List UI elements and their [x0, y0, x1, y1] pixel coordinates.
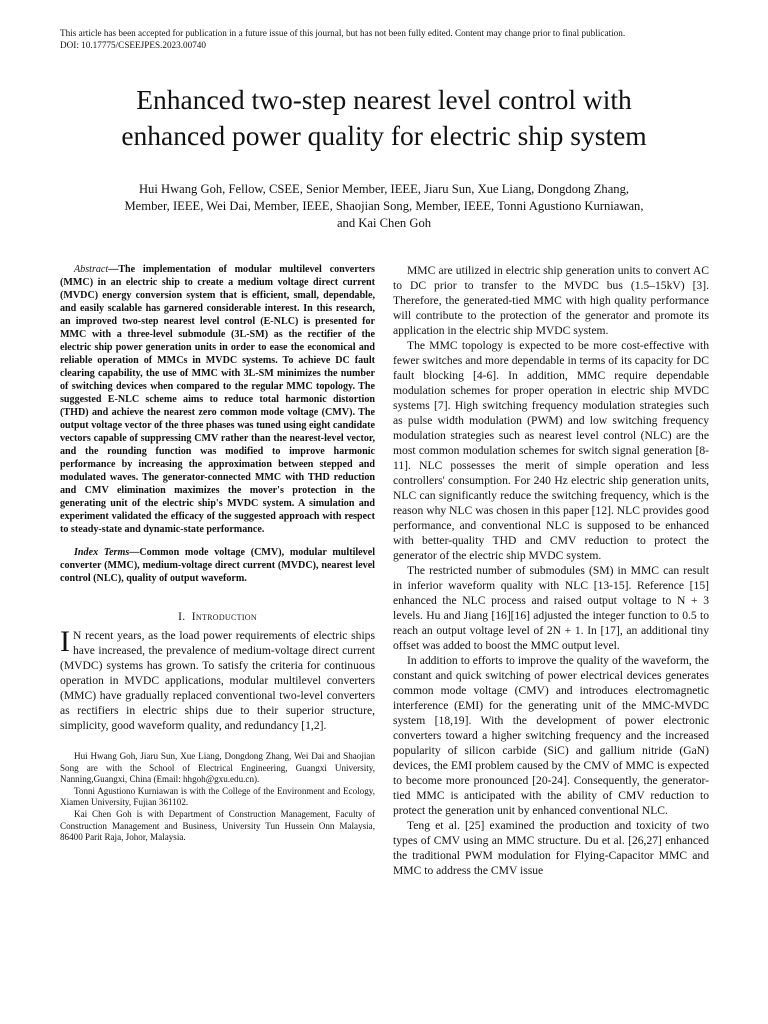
- body-paragraph: In addition to efforts to improve the quality of the waveform, the constant and quick switching of power electrical devices generates common mode voltage (CMV) and introduces electromagnetic interference (EMI) for the generating unit of the MMC-MVDC system [18,19]. With the development of power electronic converters toward a higher switching frequency and the increased popularity of silicon carbide (SiC) and gallium nitride (GaN) devices, the EMI problem caused by the CMV of MMC is expected to become more pronounced [20-24]. Consequently, the generator-tied MMC is anticipated with the ability of CMV reduction to protect the generation unit by enhanced conventional NLC.: [393, 654, 709, 817]
- footnote: Hui Hwang Goh, Jiaru Sun, Xue Liang, Dongdong Zhang, Wei Dai and Shaojian Song are with the School of Electrical Engineering, Guangxi University, Nanning,Guangxi, China (Email: hhgoh@gxu.edu.cn).: [60, 751, 375, 785]
- doi: DOI: 10.17775/CSEEJPES.2023.00740: [60, 40, 206, 50]
- title-line-1: Enhanced two-step nearest level control with: [136, 84, 632, 115]
- intro-paragraph-text: N recent years, as the load power requirements of electric ships have increased, the prevalence of medium-voltage direct current (MVDC) systems has grown. To satisfy the criteria for continuous operation in MVDC applications, modular multilevel converters (MMC) have gradually replaced conventional two-level converters as rectifiers in electric ships due to their superior structure, simplicity, good waveform quality, and redundancy [1,2].: [60, 629, 375, 732]
- body-paragraph: The MMC topology is expected to be more cost-effective with fewer switches and more dependable in terms of its capacity for DC fault blocking [4-6]. In addition, MMC require dependable modulation schemes for proper operation in electric ship MVDC systems [7]. High switching frequency modulation strategies such as pulse width modulation (PWM) and low switching frequency modulation strategies such as nearest level control (NLC) are the most common modulation schemes for switch signal generation [8-11]. NLC possesses the merit of simple operation and less controllers' consumption. For 240 Hz electric ship generation units, NLC can significantly reduce the switching frequency, which is the reason why NLC was chosen in this paper [12]. NLC provides good performance, and conventional NLC is supposed to be enhanced with better-quality THD and CMV reduction to protect the generator of the electric ship MVDC system.: [393, 339, 709, 562]
- body-paragraph: MMC are utilized in electric ship generation units to convert AC to DC prior to transfer to the MVDC bus (1.5–15kV) [3]. Therefore, the generated-tied MMC with high quality performance will contribute to the protection of the generator and promote its application in the electric ship MVDC system.: [393, 264, 709, 337]
- author-footnotes: [60, 751, 375, 844]
- author-list: [60, 181, 708, 232]
- body-paragraph: Teng et al. [25] examined the production and toxicity of two types of CMV using an MMC structure. Du et al. [26,27] enhanced the traditional PWM modulation for Flying-Capacitor MMC and MMC to address the CMV issue: [393, 819, 709, 877]
- paper-title: [40, 82, 728, 154]
- section-heading-introduction: [60, 611, 375, 623]
- footnote: Tonni Agustiono Kurniawan is with the College of the Environment and Ecology, Xiamen University, Fujian 361102.: [60, 785, 375, 808]
- acceptance-notice: This article has been accepted for publication in a future issue of this journal, but has not been fully edited. Content may change prior to final publication.: [60, 28, 626, 38]
- abstract: [60, 263, 375, 536]
- abstract-label: Abstract: [74, 264, 109, 275]
- authors-line-3: and Kai Chen Goh: [336, 216, 432, 230]
- drop-cap: I: [60, 625, 70, 658]
- body-paragraph: The restricted number of submodules (SM) in MMC can result in inferior waveform quality with NLC [13-15]. Reference [15] enhanced the NLC process and raised output voltage to N + 3 levels. Hu and Jiang [16][16] adjusted the integer function to 0.5 to reach an output voltage level of 2N + 1. In [17], an additional tiny offset was added to boost the MMC output level.: [393, 564, 709, 652]
- section-numeral: I.: [178, 611, 186, 623]
- index-terms-label: Index Terms: [74, 547, 130, 558]
- footnote: Kai Chen Goh is with Department of Construction Management, Faculty of Construction Management and Business, University Tun Hussein Onn Malaysia, 86400 Parit Raja, Johor, Malaysia.: [60, 808, 375, 843]
- title-line-2: enhanced power quality for electric ship system: [121, 120, 647, 151]
- index-terms-text: —Common mode voltage (CMV), modular multilevel converter (MMC), medium-voltage direct current (MVDC), nearest level control (NLC), quality of output waveform.: [60, 547, 375, 584]
- authors-line-2: Member, IEEE, Wei Dai, Member, IEEE, Shaojian Song, Member, IEEE, Tonni Agustiono Kurniawan,: [124, 199, 644, 213]
- index-terms: [60, 546, 375, 585]
- left-column: [60, 263, 375, 844]
- right-column: [393, 263, 709, 878]
- publication-notice: [60, 27, 700, 51]
- abstract-text: —The implementation of modular multilevel converters (MMC) in an electric ship to create a medium voltage direct current (MVDC) energy conversion system that is efficient, small, dependable, and easily scalable has garnered considerable interest. In this research, an improved two-step nearest level control (E-NLC) is presented for MMC with a three-level submodule (3L-SM) as the rectifier of the electric ship power generation units in order to ease the economical and reliable operation of MMCs in MVDC systems. To achieve DC fault clearing capability, the use of MMC with 3L-SM minimizes the number of switching devices when compared to the regular MMC topology. The suggested E-NLC scheme aims to reduce total harmonic distortion (THD) and achieve the nearest zero common mode voltage (CMV). The output voltage vector of the three phases was tuned using eight candidate vectors capable of suppressing CMV rather than the nearest-level vector, and the rounding function was modified to improve harmonic performance by increasing the approximation between stepped and modulated waves. The generator-connected MMC with THD reduction and CMV elimination maximizes the mover's protection in the generating unit of the electric ship's MVDC system. A simulation and experiment validated the efficacy of the suggested approach with respect to steady-state and dynamic-state performance.: [60, 264, 375, 535]
- authors-line-1: Hui Hwang Goh, Fellow, CSEE, Senior Member, IEEE, Jiaru Sun, Xue Liang, Dongdong Zhang,: [138, 182, 630, 196]
- intro-paragraph: [60, 625, 375, 733]
- section-title: Introduction: [191, 611, 257, 623]
